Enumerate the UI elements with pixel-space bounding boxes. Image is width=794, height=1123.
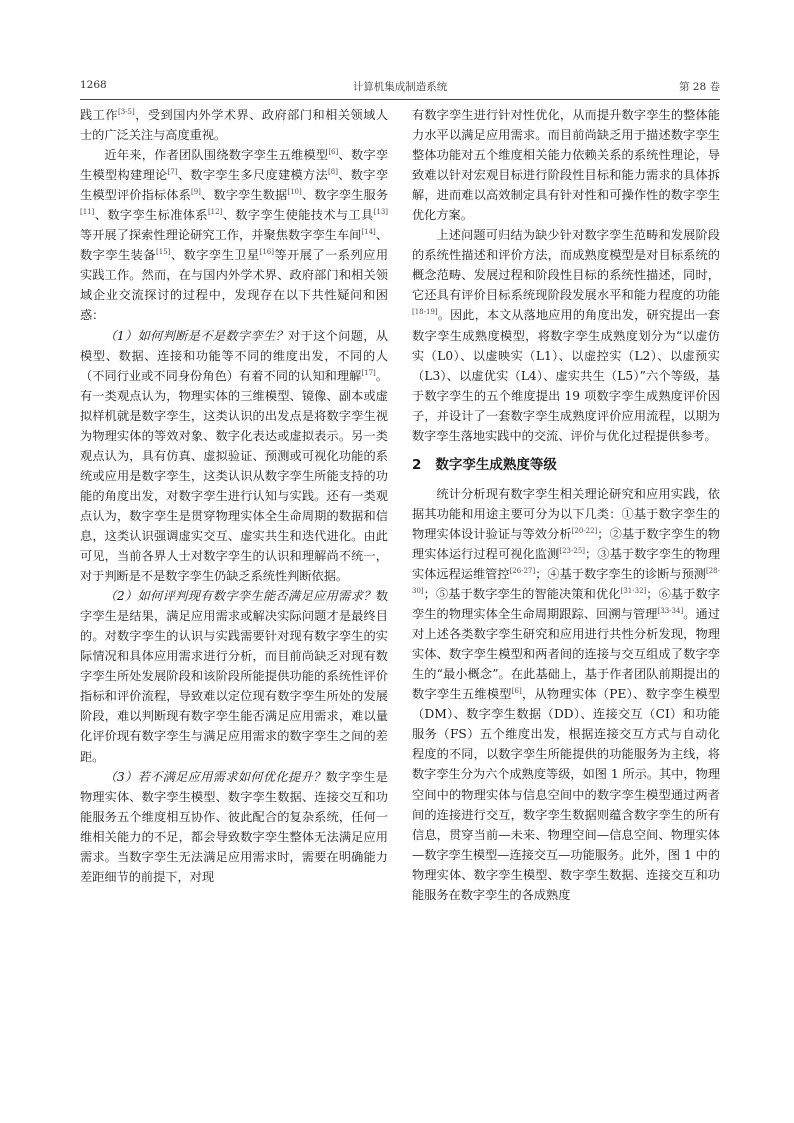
text: 、数字孪生装备 [80,228,388,263]
page-number: 1268 [80,79,107,91]
citation: [10] [287,188,302,197]
paragraph [80,767,388,887]
section-heading [412,455,720,475]
citation: [15] [156,248,171,257]
question-heading: （1）如何判断是不是数字孪生？ [104,328,289,343]
citation: [31-32] [620,587,647,596]
text: 。有一类观点认为，物理实体的三维模型、镜像、副本或虚拟样机就是数字孪生，这类认识的出发点是将数字孪生视为物理实体的等效对象、数字化表达或虚拟表示。另一类观点认为，具有仿真、虚拟验证、预测或可视化功能的系统或应用是数字孪生，这类认识从数字孪生所能支持的功能的角度出发，对数字孪生进行认知与实践。还有一类观点认为，数字孪生是贯穿物理实体全生命周期的数据和信息，这类认识强调虚实交互、虚实共生和迭代进化。由此可见，当前各界人士对数字孪生的认识和理解尚不统一，对于判断是不是数字孪生仍缺乏系统性判断依据。 [80,368,388,584]
text: 、数字孪生模型评价指标体系 [80,168,389,203]
paragraph [80,105,388,145]
text: ；⑤基于数字孪生的智能决策和优化 [423,587,621,602]
header-rule [80,99,720,100]
text: 、数字孪生模型构建理论 [80,148,389,183]
text: ；⑥基于数字孪生的物理实体全生命周期跟踪、回溯与管理 [412,587,721,622]
citation: [20-22] [571,526,598,535]
citation: [12] [207,208,223,217]
text: 统计分析现有数字孪生相关理论研究和应用实践，依据其功能和用途主要可分为以下几类：①基于数字孪生的物理实体设计验证与等效分析 [412,486,720,541]
citation: [7] [167,168,178,177]
paragraph [412,484,720,905]
citation: [16] [259,248,274,257]
text: 数字孪生是物理实体、数字孪生模型、数字孪生数据、连接交互和功能服务五个维度相互协作、彼此配合的复杂系统，任何一维相关能力的不足，都会导致数字孪生整体无法满足应用需求。当数字孪生无法满足应用需求时，需要在明确能力差距细节的前提下，对现 [80,769,388,884]
text: 、数字孪生卫星 [170,248,260,263]
paragraph [412,225,720,446]
citation: [6] [511,687,522,696]
citation: [13] [373,208,389,217]
citation: [33-34] [657,607,684,616]
text: ，受到国内外学术界、政府部门和相关领域人士的广泛关注与高度重视。 [80,108,389,143]
text: 数字孪生是结果，满足应用需求或解决实际问题才是最终目的。对数字孪生的认识与实践需要针对现有数字孪生的实际情况和具体应用需求进行分析，而目前尚缺乏对现有数字孪生所处发展阶段和该阶段所能提供功能的系统性评价指标和评价流程，导致难以定位现有数字孪生所处的发展阶段，难以判断现有数字孪生能否满足应用需求，难以量化评价现有数字孪生与满足应用需求的数字孪生之间的差距。 [80,589,388,764]
text: 上述问题可归结为缺少针对数字孪生范畴和发展阶段的系统性描述和评价方法，而成熟度模型是对目标系统的概念范畴、发展过程和阶段性目标的系统性描述，同时，它还具有评价目标系统现阶段发展水平和能力程度的功能 [412,228,720,303]
citation: [18-19] [412,308,438,317]
citation: [17] [361,368,376,377]
citation: [9] [190,188,201,197]
text: 、数字孪生服务 [301,188,389,203]
citation: [28-30] [412,566,721,596]
citation: [14] [361,228,376,237]
running-header [80,79,720,95]
text: 对于这个问题，从模型、数据、连接和功能等不同的维度出发，不同的人（不同行业或不同身份角色）有着不同的认知和理解 [80,328,389,383]
paragraph [80,586,388,766]
text: 等开展了一系列应用实践工作。然而，在与国内外学术界、政府部门和相关领域企业交流探讨的过程中，发现存在以下共性疑问和困惑： [80,248,389,323]
volume-label: 第 28 卷 [678,81,720,93]
citation: [23-25] [559,546,586,555]
citation: [26-27] [509,566,536,575]
text: ；④基于数字孪生的诊断与预测 [535,566,706,581]
paragraph [80,326,388,587]
text: 。通过对上述各类数字孪生研究和应用进行共性分析发现，物理实体、数字孪生模型和两者间的连接与交互组成了数字孪生的“最小概念”。在此基础上，基于作者团队前期提出的数字孪生五维模型 [412,607,721,702]
text: ；②基于数字孪生的物理实体运行过程可视化监测 [412,526,721,561]
text: 。因此，本文从落地应用的角度出发，研究提出一套数字孪生成熟度模型，将数字孪生成熟度划分为“以虚仿实（L0）、以虚映实（L1）、以虚控实（L2）、以虚预实（L3）、以虚优实（L4）、虚实共生（L5）”六个等级，基于数字孪生的五个维度提出 19 项数字孪生成熟度评价因子，并设计了一套数字孪生成熟度评价应用流程，以期为数字孪生落地实践中的交流、评价与优化过程提供参考。 [412,308,720,443]
section-number: 2 [412,456,422,473]
text: 、数字孪生标准体系 [94,208,208,223]
text: 、数字孪生使能技术与工具 [222,208,374,223]
right-column [412,105,720,905]
text: 、数字孪生多尺度建模方法 [177,168,329,183]
citation: [8] [328,168,338,177]
text: 等开展了探索性理论研究工作，并聚焦数字孪生车间 [80,228,362,243]
text: ；③基于数字孪生的物理实体远程运维管控 [412,546,721,581]
citation: [6] [328,148,339,157]
journal-name: 计算机集成制造系统 [352,81,448,93]
left-column [80,105,388,887]
citation: [3-5] [118,108,135,116]
citation: [11] [80,208,95,217]
paragraph: 有数字孪生进行针对性优化，从而提升数字孪生的整体能力水平以满足应用需求。而目前尚缺乏用于描述数字孪生整体功能对五个维度相关能力依赖关系的系统性理论，导致难以针对宏观目标进行阶段性目标和能力需求的具体拆解，进而难以高效制定具有针对性和可操作性的数字孪生优化方案。 [412,108,720,223]
paragraph [80,145,388,325]
text: 近年来，作者团队围绕数字孪生五维模型 [104,148,329,163]
question-heading: （2）如何评判现有数字孪生能否满足应用需求？ [104,589,376,604]
text: ，从物理实体（PE）、数字孪生模型（DM）、数字孪生数据（DD）、连接交互（CI）和功能服务（FS）五个维度出发，根据连接交互方式与自动化程度的不同，以数字孪生所能提供的功能服务为主线，将数字孪生分为六个成熟度等级，如图 1 所示。其中，物理空间中的物理实体与信息空间中的数字孪生模型通过两者间的连接进行交互，数字孪生数据则蕴含数字孪生的所有信息，贯穿当前—未来、物理空间—信息空间、物理实体—数字孪生模型—连接交互—功能服务。此外，图 1 中的物理实体、数字孪生模型、数字孪生数据、连接交互和功能服务在数字孪生的各成熟度 [412,687,721,902]
question-heading: （3）若不满足应用需求如何优化提升？ [104,769,326,784]
section-title: 数字孪生成熟度等级 [435,456,557,473]
text: 、数字孪生数据 [200,188,288,203]
text: 践工作 [80,108,118,122]
